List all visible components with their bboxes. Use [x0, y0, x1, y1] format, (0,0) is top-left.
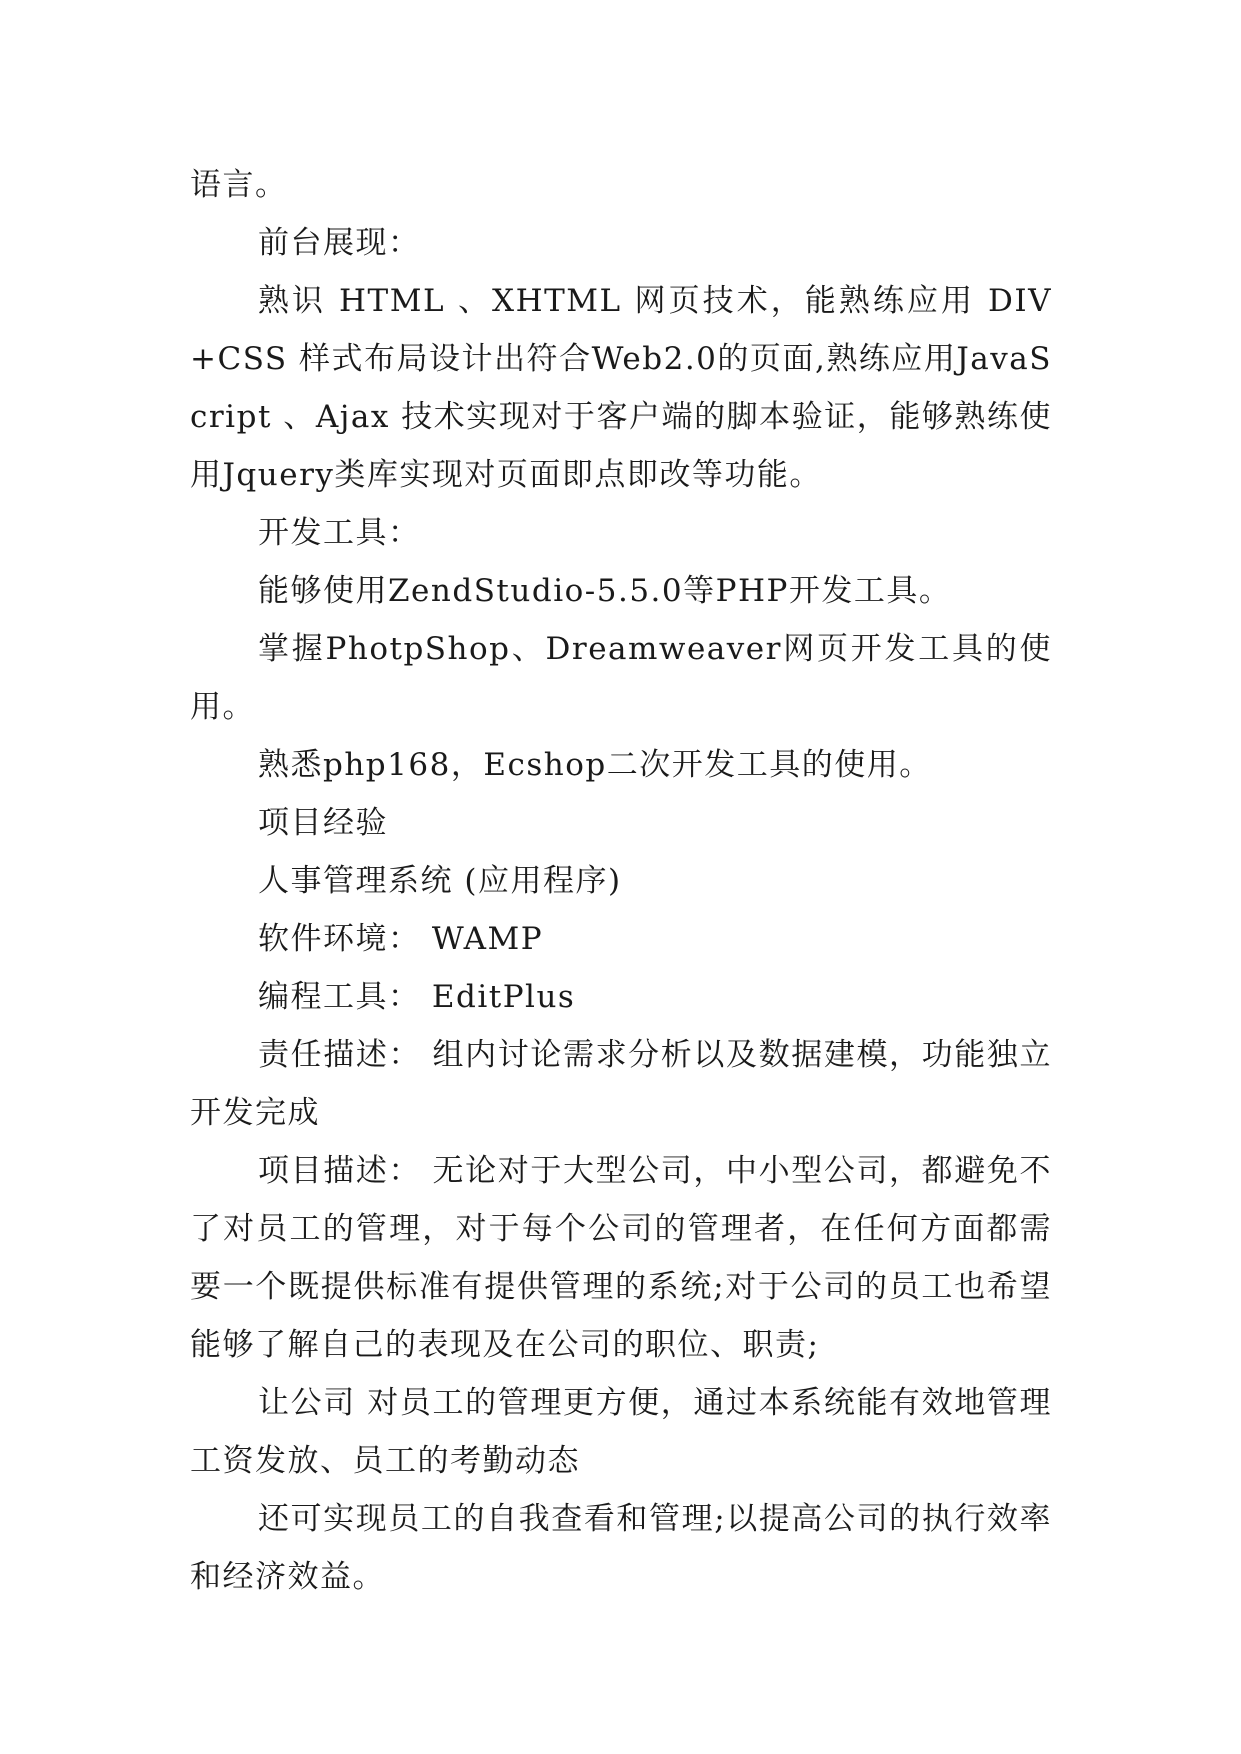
paragraph-15: 还可实现员工的自我查看和管理;以提高公司的执行效率和经济效益。: [190, 1501, 1052, 1595]
paragraph-5: 能够使用ZendStudio-5.5.0等PHP开发工具。: [258, 573, 952, 609]
paragraph-11: 编程工具： EditPlus: [258, 979, 576, 1015]
paragraph-4: 开发工具：: [258, 515, 421, 551]
document-body: [190, 156, 1052, 1606]
paragraph-7: 熟悉php168，Ecshop二次开发工具的使用。: [258, 747, 932, 783]
paragraph-9: 人事管理系统 (应用程序): [258, 863, 622, 899]
paragraph-10: 软件环境： WAMP: [258, 921, 544, 957]
paragraph-3: 熟识 HTML 、XHTML 网页技术，能熟练应用 DIV+CSS 样式布局设计出符合Web2.0的页面,熟练应用JavaScript 、Ajax 技术实现对于客户端的脚本验证，能够熟练使用Jquery类库实现对页面即点即改等功能。: [190, 283, 1052, 493]
paragraph-14: 让公司 对员工的管理更方便，通过本系统能有效地管理工资发放、员工的考勤动态: [190, 1385, 1052, 1479]
paragraph-2: 前台展现：: [258, 225, 421, 261]
paragraph-6: 掌握PhotpShop、Dreamweaver网页开发工具的使用。: [190, 631, 1052, 725]
paragraph-13: 项目描述： 无论对于大型公司，中小型公司，都避免不了对员工的管理，对于每个公司的管理者，在任何方面都需要一个既提供标准有提供管理的系统;对于公司的员工也希望能够了解自己的表现及在公司的职位、职责;: [190, 1153, 1052, 1363]
paragraph-12: 责任描述： 组内讨论需求分析以及数据建模，功能独立开发完成: [190, 1037, 1052, 1131]
paragraph-8: 项目经验: [258, 805, 388, 841]
paragraph-1: 语言。: [190, 167, 288, 203]
